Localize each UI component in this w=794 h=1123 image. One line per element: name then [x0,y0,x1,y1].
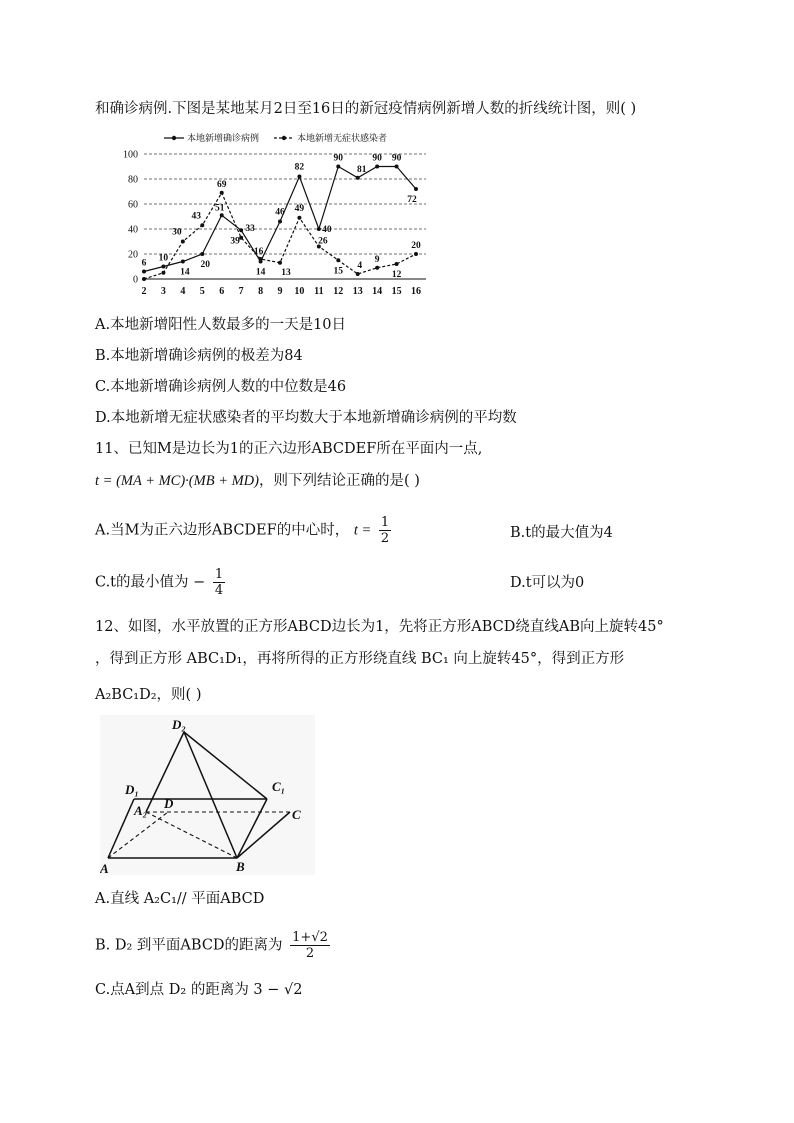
fraction-numerator: 1 [380,515,390,530]
q11-option-c-sign: − [193,574,206,591]
q10-option-d: D.本地新增无症状感染者的平均数大于本地新增确诊病例的平均数 [95,410,517,426]
q11-option-b: B.t的最大值为4 [510,525,613,541]
q11-option-a-fraction [379,515,391,546]
q11-t-expression: t = (MA + MC)·(MB + MD) [95,473,259,489]
data-label: 26 [318,236,328,247]
x-tick-label: 3 [160,286,166,297]
q11-stem-line2 [95,469,420,490]
data-label: 14 [180,267,190,278]
data-label: 4 [357,261,363,271]
fraction-numerator: 1 [214,567,224,582]
x-tick-label: 6 [219,286,225,297]
q11-option-a [95,515,394,546]
data-point [336,258,340,262]
data-point [356,272,360,276]
fraction-denominator: 4 [214,583,224,598]
series-line-asymptomatic [141,193,416,279]
data-point [414,187,418,191]
x-tick-label: 12 [333,286,344,297]
x-tick-label: 9 [277,286,283,297]
data-label: 20 [411,241,421,251]
data-point [278,261,282,265]
data-label: 90 [372,153,382,164]
data-point [142,270,146,274]
geometry-figure [100,715,315,875]
data-label: 43 [191,211,202,222]
fraction-denominator: 2 [380,531,390,546]
data-point [297,175,301,179]
data-label: 20 [200,260,211,270]
q12-option-b-text: B. D₂ 到平面ABCD的距离为 [95,937,283,954]
data-point [375,266,379,270]
q12-option-a: A.直线 A₂C₁// 平面ABCD [95,891,265,907]
label-b: B [236,859,245,874]
data-point [239,228,243,232]
data-label: 81 [356,164,367,175]
x-tick-label: 8 [258,286,264,297]
q11-option-c-fraction [213,567,225,598]
data-point [161,265,165,269]
label-c: C [292,807,301,822]
x-tick-label: 13 [352,286,363,297]
q12-option-c: C.点A到点 D₂ 的距离为 3 − √2 [95,982,303,998]
data-label: 90 [391,153,402,164]
label-c1: C₁ [272,779,286,794]
chart-legend [164,132,387,143]
q12-stem-line1: 12、如图，水平放置的正方形ABCD边长为1，先将正方形ABCD绕直线AB向上旋转45° [95,619,664,635]
x-tick-label: 7 [238,286,244,297]
data-label: 90 [333,153,344,164]
q12-option-b [95,930,333,961]
x-tick-label: 4 [180,286,186,297]
q11-option-c-text: C.t的最小值为 [95,574,189,591]
data-label: 30 [172,227,182,238]
data-point [259,257,263,261]
y-tick-label: 80 [128,174,138,186]
label-d2: D₂ [172,717,186,732]
x-tick-label: 14 [372,286,383,297]
data-point [356,176,360,180]
data-point [220,213,224,217]
label-d1: D₁ [125,782,139,797]
data-label: 49 [294,203,305,214]
data-label: 14 [255,267,266,278]
data-label: 46 [275,207,285,218]
data-point [181,240,185,244]
data-label: 6 [141,258,147,269]
q11-stem-tail: ，则下列结论正确的是( ) [258,473,420,489]
data-label: 12 [391,270,402,280]
x-tick-label: 11 [314,286,324,297]
data-label: 82 [294,162,305,173]
question-10-intro: 和确诊病例.下图是某地某月2日至16日的新冠疫情病例新增人数的折线统计图，则( ) [95,101,637,117]
data-point [336,165,340,169]
data-label: 15 [333,266,344,277]
y-tick-label: 100 [123,149,138,161]
x-tick-label: 16 [411,286,421,297]
fraction-numerator: 1+√2 [292,930,328,945]
data-point [181,260,185,264]
q10-option-a: A.本地新增阳性人数最多的一天是10日 [95,317,347,333]
x-tick-label: 5 [199,286,205,297]
q12-stem-line2: ，得到正方形 ABC₁D₁，再将所得的正方形绕直线 BC₁ 向上旋转45°，得到正方形 [95,651,625,667]
data-point [414,252,418,256]
fraction-denominator: 2 [305,946,315,961]
data-label: 9 [374,254,380,265]
y-tick-label: 40 [128,224,138,236]
q11-option-a-lhs: t = [353,522,372,539]
data-point [220,191,224,195]
q10-option-b: B.本地新增确诊病例的极差为84 [95,348,303,364]
x-tick-label: 15 [391,286,402,297]
q11-option-d: D.t可以为0 [510,575,585,591]
data-point [278,220,282,224]
data-point [161,271,165,275]
q10-option-c: C.本地新增确诊病例人数的中位数是46 [95,379,347,395]
y-tick-label: 20 [128,249,138,261]
line-chart [104,126,444,308]
x-tick-label: 2 [141,286,147,297]
x-tick-label: 10 [294,286,305,297]
y-tick-label: 60 [128,199,138,211]
data-label: 33 [245,223,255,234]
q11-option-c [95,567,228,598]
label-a2: A₂ [134,803,148,818]
data-label: 16 [253,247,264,257]
data-label: 39 [230,236,240,247]
data-label: 10 [158,253,169,264]
label-a: A [100,861,109,875]
data-point [317,227,321,231]
data-label: 13 [281,267,291,278]
data-point [297,216,301,220]
q12-stem-line3: A₂BC₁D₂，则( ) [95,687,202,703]
data-label: 69 [216,179,227,190]
legend-label-asymptomatic: 本地新增无症状感染者 [297,133,388,143]
data-point [395,262,399,266]
legend-label-confirmed: 本地新增确诊病例 [187,133,260,143]
label-d: D [164,796,174,811]
data-point [395,165,399,169]
data-label: 51 [214,203,225,214]
q11-stem: 11、已知M是边长为1的正六边形ABCDEF所在平面内一点, [95,441,483,457]
q11-option-a-text: A.当M为正六边形ABCDEF的中心时， [95,522,350,539]
data-point [200,223,204,227]
data-label: 40 [322,225,332,235]
data-point [200,252,204,256]
data-label: 72 [407,195,417,205]
data-point [375,165,379,169]
y-tick-label: 0 [133,274,138,286]
q12-option-b-fraction [290,930,330,961]
